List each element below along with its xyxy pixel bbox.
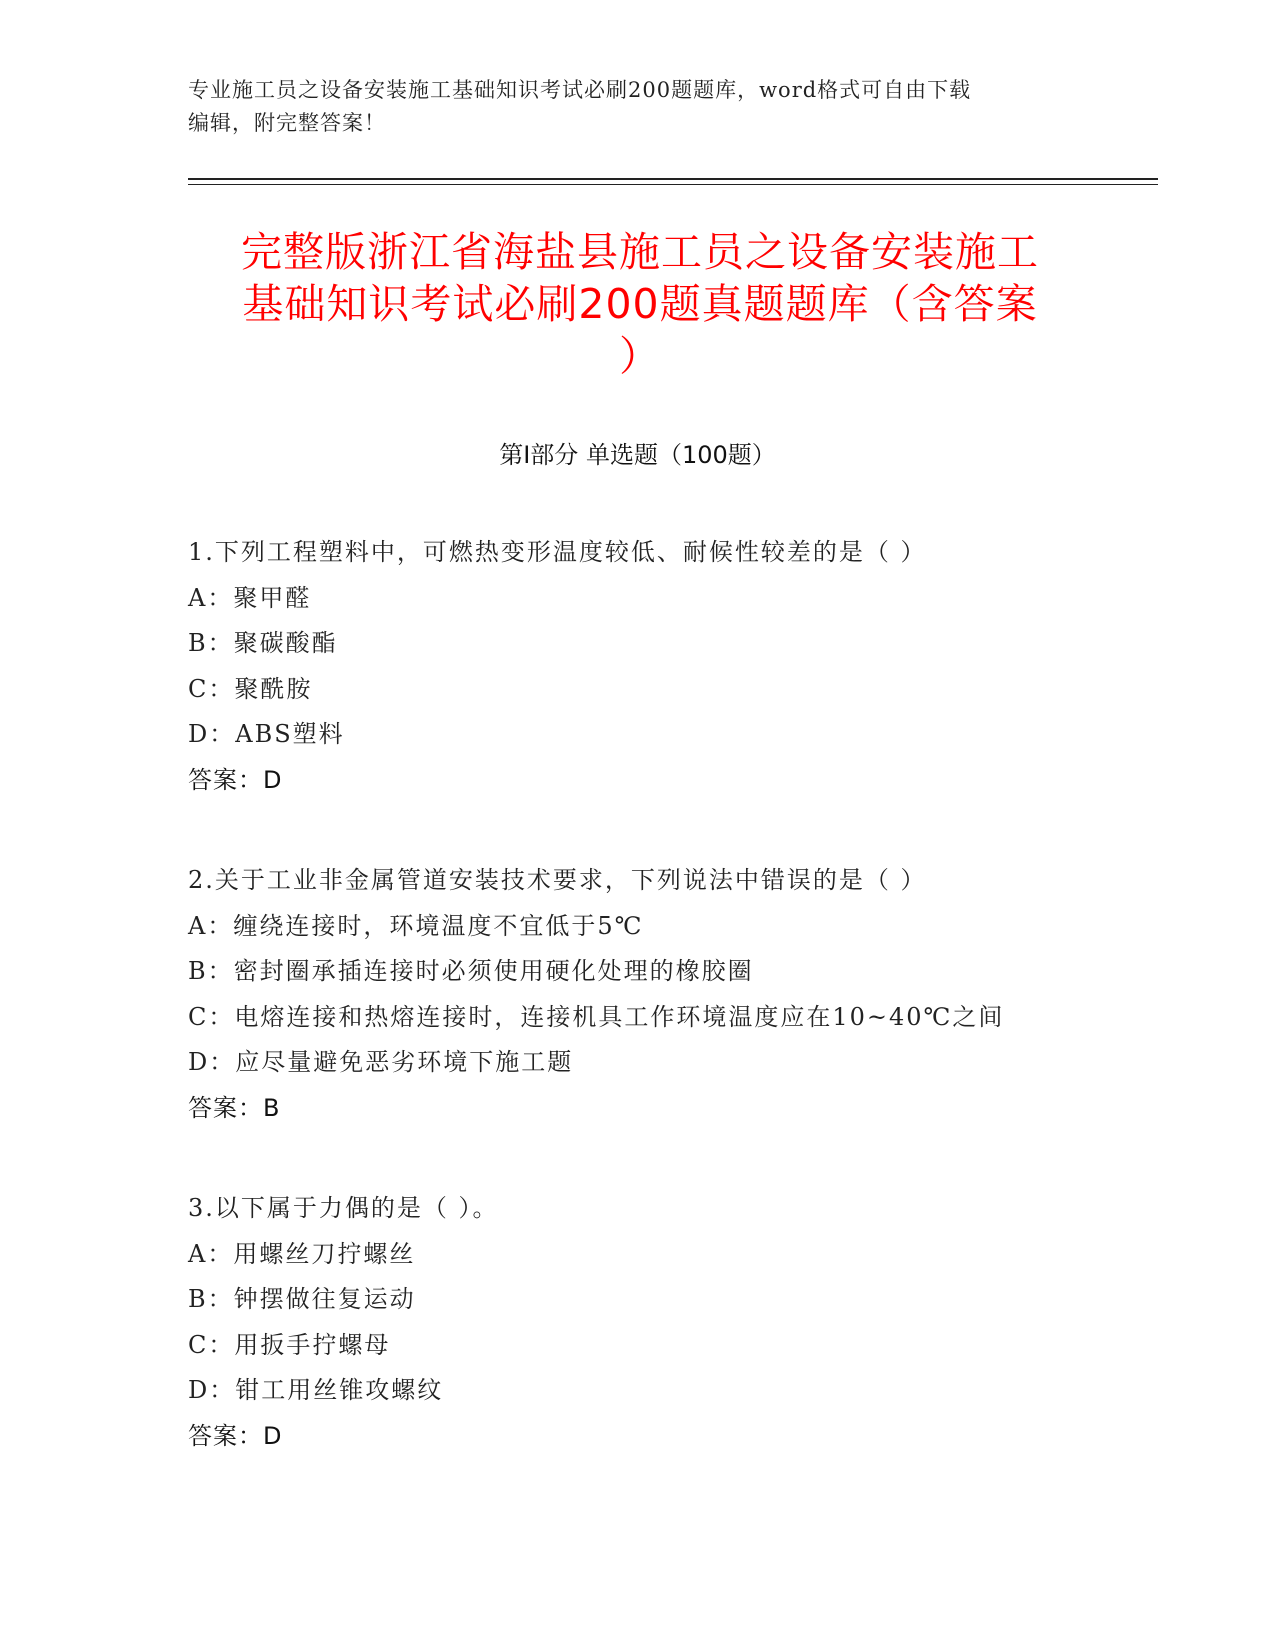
header-note-line-2: 编辑，附完整答案！ bbox=[188, 111, 386, 135]
header-divider-thin bbox=[188, 184, 1158, 185]
question-list bbox=[188, 530, 1188, 1514]
option-c: C：电熔连接和热熔连接时，连接机具工作环境温度应在10~40℃之间 bbox=[188, 1002, 1005, 1031]
question-item bbox=[188, 1186, 1188, 1459]
header-divider-thick bbox=[188, 178, 1158, 180]
header-note bbox=[188, 74, 1088, 140]
option-a: A：聚甲醛 bbox=[188, 583, 312, 612]
document-title-line-2: 基础知识考试必刷200题真题题库（含答案 bbox=[242, 280, 1038, 328]
option-b: B：密封圈承插连接时必须使用硬化处理的橡胶圈 bbox=[188, 957, 754, 985]
answer-text: 答案：D bbox=[188, 1421, 283, 1450]
document-title-line-3: ） bbox=[619, 332, 661, 380]
header-note-line-1: 专业施工员之设备安装施工基础知识考试必刷200题题库，word格式可自由下载 bbox=[188, 78, 972, 102]
question-item bbox=[188, 530, 1188, 803]
option-a: A：缠绕连接时，环境温度不宜低于5℃ bbox=[188, 911, 644, 940]
answer-text: 答案：D bbox=[188, 765, 283, 794]
option-b: B：聚碳酸酯 bbox=[188, 629, 338, 657]
option-d: D：ABS塑料 bbox=[188, 720, 345, 748]
question-text: 3.以下属于力偶的是（ ）。 bbox=[188, 1194, 499, 1222]
option-b: B：钟摆做往复运动 bbox=[188, 1285, 416, 1313]
question-text: 2.关于工业非金属管道安装技术要求，下列说法中错误的是（ ） bbox=[188, 866, 927, 894]
option-d: D：钳工用丝锥攻螺纹 bbox=[188, 1376, 444, 1404]
option-d: D：应尽量避免恶劣环境下施工题 bbox=[188, 1048, 574, 1076]
question-text: 1.下列工程塑料中，可燃热变形温度较低、耐候性较差的是（ ） bbox=[188, 538, 927, 566]
option-c: C：聚酰胺 bbox=[188, 674, 313, 703]
document-title bbox=[190, 226, 1090, 382]
option-a: A：用螺丝刀拧螺丝 bbox=[188, 1239, 416, 1268]
question-item bbox=[188, 858, 1188, 1131]
document-title-line-1: 完整版浙江省海盐县施工员之设备安装施工 bbox=[241, 228, 1039, 276]
section-title: 第Ⅰ部分 单选题（100题） bbox=[499, 441, 776, 469]
option-c: C：用扳手拧螺母 bbox=[188, 1330, 391, 1359]
answer-text: 答案：B bbox=[188, 1093, 281, 1122]
